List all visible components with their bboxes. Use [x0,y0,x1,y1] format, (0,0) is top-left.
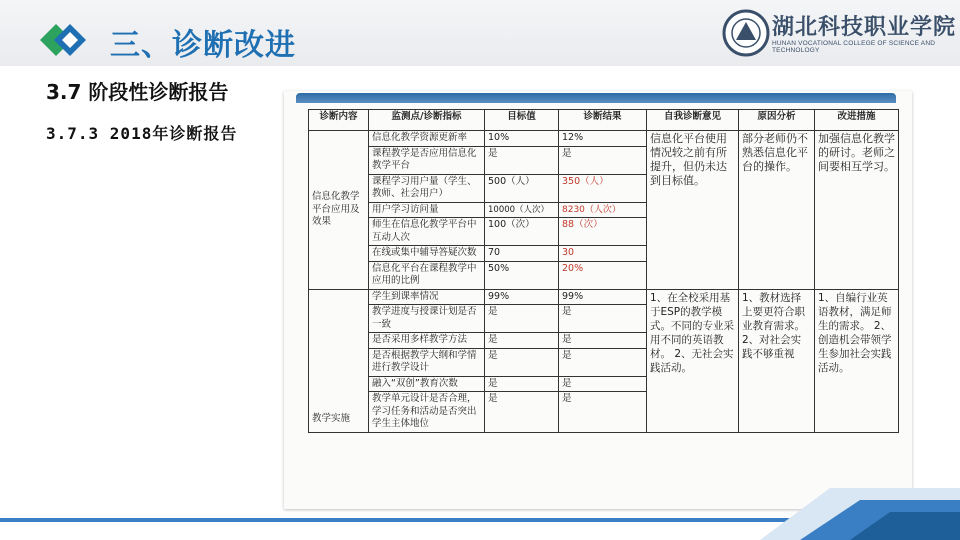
measure-cell: 加强信息化教学的研讨。老师之间要相互学习。 [815,131,899,290]
indicator-cell: 学生到课率情况 [369,289,485,305]
result-cell: 30 [559,246,647,262]
table-header-cell: 监测点/诊断指标 [369,110,485,131]
indicator-cell: 师生在信息化教学平台中互动人次 [369,218,485,246]
target-cell: 100（次） [485,218,559,246]
result-cell: 350（人） [559,174,647,202]
diagnosis-table [308,109,899,433]
result-cell: 是 [559,392,647,433]
diagnosis-table-image [284,91,912,509]
diamond-logo-icon [36,20,106,60]
indicator-cell: 融入“双创”教育次数 [369,376,485,392]
result-cell: 99% [559,289,647,305]
diagnosis-content-cell: 教学实施 [309,289,369,432]
section-title: 三、诊断改进 [110,28,296,63]
reason-cell: 部分老师仍不熟悉信息化平台的操作。 [739,131,815,290]
indicator-cell: 教学单元设计是否合理，学习任务和活动是否突出学生主体地位 [369,392,485,433]
indicator-cell: 在线或集中辅导答疑次数 [369,246,485,262]
result-cell: 是 [559,333,647,349]
target-cell: 50% [485,261,559,289]
target-cell: 是 [485,305,559,333]
result-cell: 20% [559,261,647,289]
target-cell: 500（人） [485,174,559,202]
footer-ribbon-decoration [740,478,960,540]
result-cell: 88（次） [559,218,647,246]
indicator-cell: 信息化教学资源更新率 [369,131,485,147]
school-name: 湖北科技职业学院 [772,14,957,40]
indicator-cell: 是否采用多样教学方法 [369,333,485,349]
result-cell: 12% [559,131,647,147]
result-cell: 是 [559,305,647,333]
target-cell: 是 [485,376,559,392]
table-header-cell: 目标值 [485,110,559,131]
table-header-cell: 自我诊断意见 [647,110,739,131]
target-cell: 10000（人次） [485,202,559,218]
school-english-name: HUNAN VOCATIONAL COLLEGE OF SCIENCE AND TECHNOLOGY [772,40,936,54]
table-row [309,289,899,305]
target-cell: 是 [485,333,559,349]
result-cell: 是 [559,376,647,392]
page-subtitle: 3.7 阶段性诊断报告 [46,80,229,104]
target-cell: 是 [485,392,559,433]
result-cell: 是 [559,146,647,174]
table-header-cell: 诊断结果 [559,110,647,131]
self-opinion-cell: 1、在全校采用基于ESP的教学模式。不同的专业采用不同的英语教材。 2、无社会实践活动。 [647,289,739,432]
indicator-cell: 课程学习用户量（学生、教师、社会用户） [369,174,485,202]
table-row [309,131,899,147]
measure-cell: 1、自编行业英语教材，满足师生的需求。 2、创造机会带领学生参加社会实践活动。 [815,289,899,432]
target-cell: 是 [485,348,559,376]
table-header-cell: 原因分析 [739,110,815,131]
diagnosis-content-cell: 信息化教学平台应用及效果 [309,131,369,290]
table-header-cell: 诊断内容 [309,110,369,131]
target-cell: 70 [485,246,559,262]
target-cell: 99% [485,289,559,305]
target-cell: 10% [485,131,559,147]
indicator-cell: 课程教学是否应用信息化教学平台 [369,146,485,174]
indicator-cell: 用户学习访问量 [369,202,485,218]
self-opinion-cell: 信息化平台使用情况较之前有所提升，但仍未达到目标值。 [647,131,739,290]
result-cell: 是 [559,348,647,376]
reason-cell: 1、教材选择上要更符合职业教育需求。 2、对社会实践不够重视 [739,289,815,432]
page-sub-subtitle: 3.7.3 2018年诊断报告 [46,124,238,143]
table-header-cell: 改进措施 [815,110,899,131]
indicator-cell: 信息化平台在课程教学中应用的比例 [369,261,485,289]
table-top-edge [296,93,896,103]
table-header-row [309,110,899,131]
target-cell: 是 [485,146,559,174]
result-cell: 8230（人次） [559,202,647,218]
indicator-cell: 教学进度与授课计划是否一致 [369,305,485,333]
indicator-cell: 是否根据教学大纲和学情进行教学设计 [369,348,485,376]
